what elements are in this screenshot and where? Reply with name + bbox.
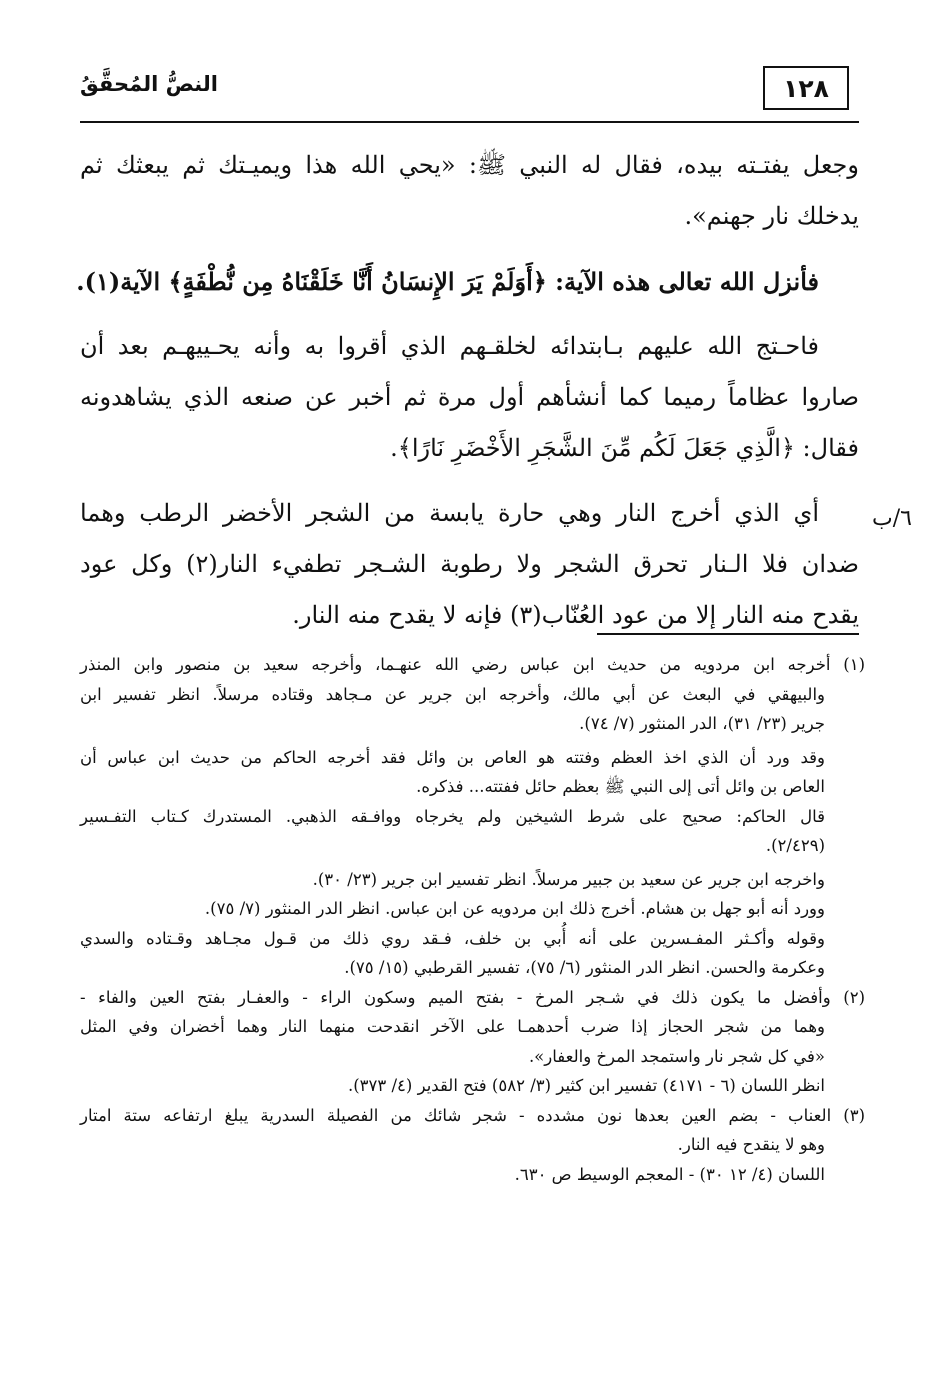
main-line: يقدح منه النار إلا من عود العُنّاب(٣) فإنه لا يقدح منه النار. bbox=[292, 601, 859, 629]
main-line: فأنزل الله تعالى هذه الآية: ﴿أَوَلَمْ يَرَ الإِنسَانُ أَنَّا خَلَقْنَاهُ مِن نُّطْفَةٍ﴾ الآية(١). bbox=[76, 267, 819, 296]
footnote-line: وهو لا ينقدح فيه النار. bbox=[677, 1135, 825, 1154]
footnote-line: (٣) العناب - بضم العين بعدها نون مشدده - شجر شائك من الفصيلة السدرية يبلغ ارتفاعه ستة امتار bbox=[80, 1105, 865, 1125]
main-line: يدخلك نار جهنم». bbox=[684, 202, 859, 230]
page-number-box bbox=[763, 66, 849, 110]
main-text bbox=[76, 140, 859, 641]
footnote-line: اللسان (٤/ ١٢ ٣٠) - المعجم الوسيط ص ٦٣٠. bbox=[514, 1164, 825, 1184]
footnote-line: وقوله وأكـثر المفـسرين على أنه أُبي بن خلف، فـقد روي ذلك من قـول مجـاهد وقـتاده والسدي bbox=[80, 928, 825, 948]
main-line: وجعل يفتـته بيده، فقال له النبي ﷺ: «يحي الله هذا ويميـتك ثم يبعثك ثم bbox=[80, 151, 859, 179]
footnote-line: (٢/٤٢٩). bbox=[765, 836, 825, 855]
footnotes bbox=[80, 650, 865, 1189]
page-number: ١٢٨ bbox=[783, 73, 829, 103]
footnote-line: وعكرمة والحسن. انظر الدر المنثور (٦/ ٧٥)، تفسير القرطبي (١٥/ ٧٥). bbox=[344, 958, 825, 977]
footnote-line: جرير (٢٣/ ٣١)، الدر المنثور (٧/ ٧٤). bbox=[579, 714, 825, 733]
footnote-line: وقد ورد أن الذي اخذ العظم وفتته هو العاص بن وائل فقد أخرجه الحاكم من حديث ابن عباس أن bbox=[80, 747, 825, 767]
footnote-line: «في كل شجر نار واستمجد المرخ والعفار». bbox=[528, 1046, 825, 1066]
footnote-line: وهما من شجر الحجاز إذا ضرب أحدهمـا على الآخر انقدحت منهما النار وهما أخضران وفي المثل bbox=[80, 1017, 825, 1036]
footnote-line: العاص بن وائل أتى إلى النبي ﷺ بعظم حائل ففتته... فذكره. bbox=[416, 777, 825, 796]
main-line: ضدان فلا الـنار تحرق الشجر ولا رطوبة الشـجر تطفيء النار(٢) وكل عود bbox=[80, 550, 859, 578]
main-line: فقال: ﴿الَّذِي جَعَلَ لَكُم مِّنَ الشَّجَرِ الأَخْضَرِ نَارًا﴾. bbox=[390, 434, 859, 462]
footnote-line: وورد أنه أبو جهل بن هشام. أخرج ذلك ابن مردويه عن ابن عباس. انظر الدر المنثور (٧/ ٧٥). bbox=[204, 899, 825, 918]
main-line: فاحـتج الله عليهم بـابتدائه لخلقـهم الذي أقروا به وأنه يحـييهـم بعد أن bbox=[80, 332, 819, 360]
footnote-line: قال الحاكم: صحيح على شرط الشيخين ولم يخرجاه ووافـقه الذهبي. المستدرك كـتاب التفـسير bbox=[80, 806, 825, 826]
header-rule bbox=[80, 121, 859, 123]
footnote-line: واخرجه ابن جرير عن سعيد بن جبير مرسلاً. انظر تفسير ابن جرير (٢٣/ ٣٠). bbox=[312, 869, 825, 889]
main-line: صاروا عظاماً رميما كما أنشأهم أول مرة ثم أخبر عن صنعه الذي يشاهدونه bbox=[80, 383, 859, 411]
footnote-rule bbox=[597, 633, 859, 635]
main-line: أي الذي أخرج النار وهي حارة يابسة من الشجر الأخضر الرطب وهما bbox=[80, 499, 819, 527]
footnote-line: (١) أخرجه ابن مردويه من حديث ابن عباس رضي الله عنهـما، وأخرجه سعيد بن منصور وابن المنذر bbox=[80, 655, 865, 674]
footnote-line: (٢) وأفضل ما يكون ذلك في شـجر المرخ - بفتح الميم وسكون الراء - والعفـار بفتح العين والفاء - bbox=[80, 987, 865, 1007]
footnote-line: انظر اللسان (٦ - ٤١٧١) تفسير ابن كثير (٣/ ٥٨٢) فتح القدير (٤/ ٣٧٣). bbox=[347, 1076, 825, 1095]
running-title: النصُّ المُحقَّقُ bbox=[80, 72, 218, 96]
margin-folio-note: ٦/ب bbox=[872, 506, 912, 531]
footnote-line: والبيهقي في البعث عن أبي مالك، وأخرجه ابن جرير عن مـجاهد وقتاده مرسلاً. انظر تفسير ابن bbox=[80, 684, 825, 704]
